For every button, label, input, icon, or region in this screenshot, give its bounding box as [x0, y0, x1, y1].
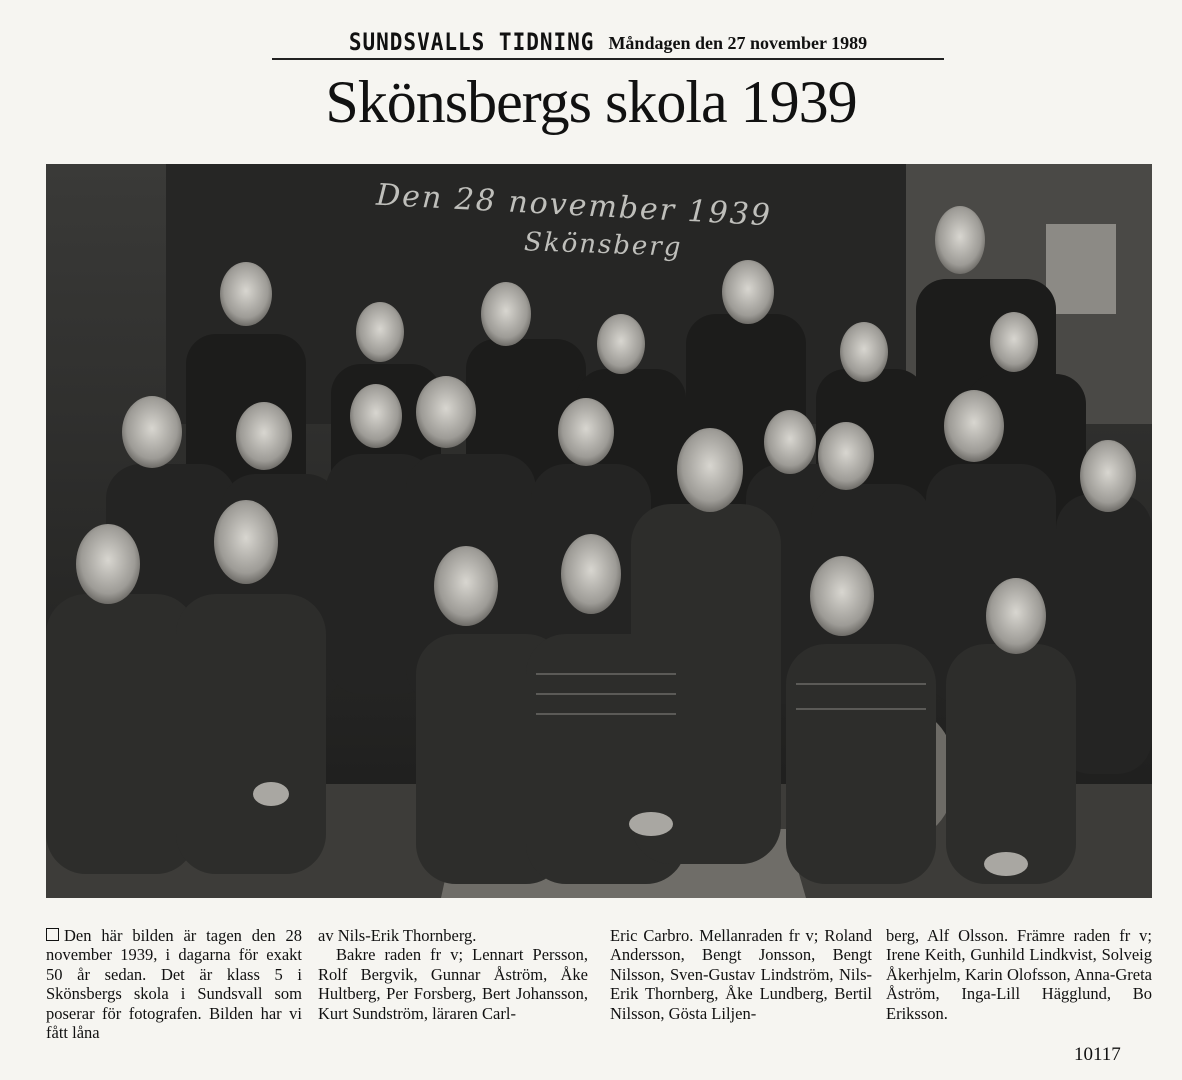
caption-column-2 [318, 926, 588, 1023]
masthead [272, 30, 944, 60]
publication-date: Måndagen den 27 november 1989 [608, 33, 868, 53]
headline: Skönsbergs skola 1939 [325, 69, 857, 135]
caption-credit: av Nils-Erik Thornberg. [318, 926, 477, 945]
caption-column-4: berg, Alf Olsson. Främre raden fr v; Irene Keith, Gunhild Lindkvist, Solveig Åkerhjelm, Karin Olofsson, Anna-Greta Åström, Inga-Lill Hägglund, Bo Eriksson. [886, 926, 1152, 1023]
caption-back-row: Bakre raden fr v; Lennart Persson, Rolf Bergvik, Gunnar Åström, Åke Hultberg, Per Forsberg, Bert Johansson, Kurt Sundström, läraren Carl- [318, 945, 588, 1023]
chalk-date-text: Den 28 november 1939 [375, 177, 773, 234]
caption-intro: Den här bilden är tagen den 28 november 1939, i dagarna för exakt 50 år sedan. Det är klass 5 i Skönsbergs skola i Sundsvall som poserar för fotografen. Bilden har vi fått låna [46, 926, 302, 1043]
class-photo-illustration [46, 164, 1152, 898]
paper-name: SUNDSVALLS TIDNING [348, 28, 595, 56]
caption-box-icon [46, 928, 59, 941]
caption-column-3: Eric Carbro. Mellanraden fr v; Roland Andersson, Bengt Jonsson, Bengt Nilsson, Sven-Gustav Lindström, Nils-Erik Thornberg, Åke Lundberg, Bertil Nilsson, Gösta Liljen- [610, 926, 872, 1023]
caption-column-1 [46, 926, 302, 1042]
reference-number: 10117 [1074, 1044, 1121, 1065]
chalk-place-text: Skönsberg [523, 227, 683, 263]
class-photo [46, 164, 1152, 898]
